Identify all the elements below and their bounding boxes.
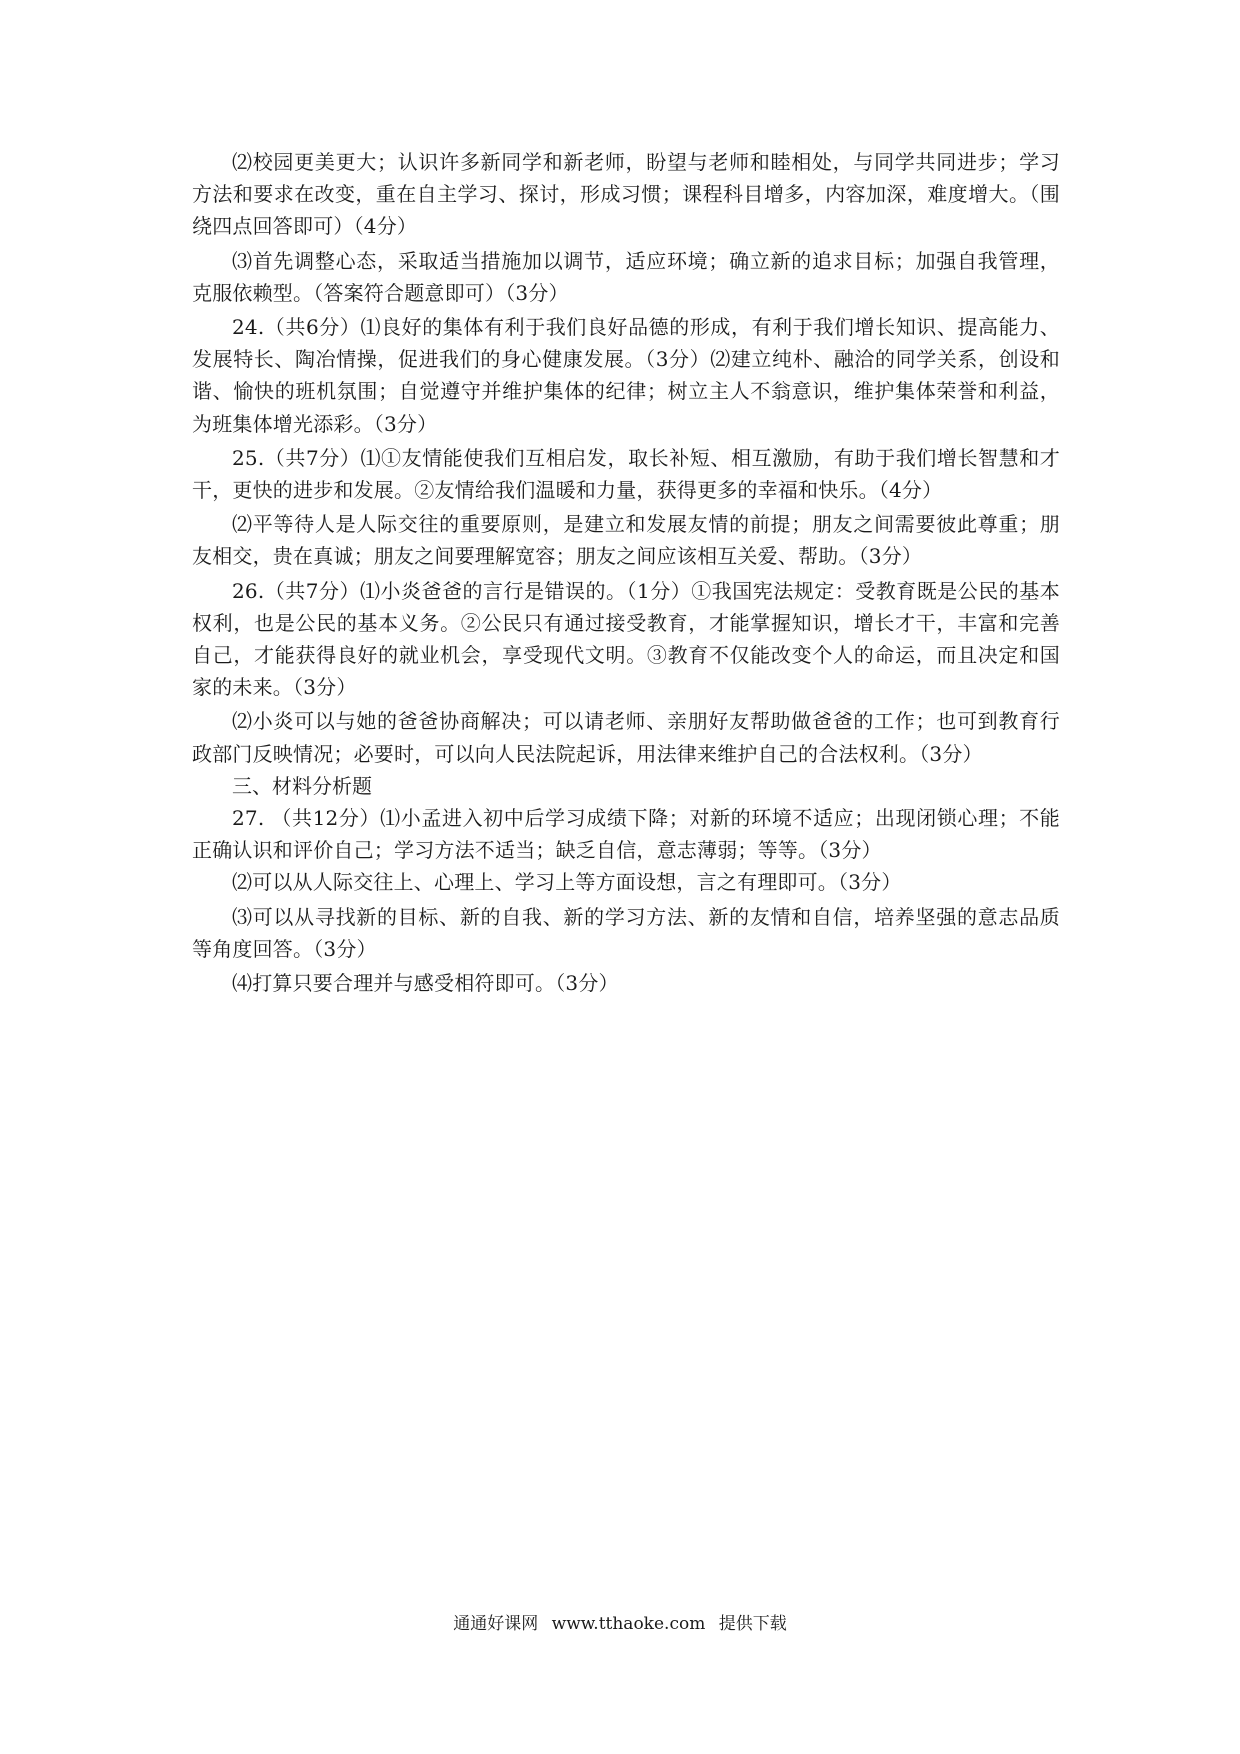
answer-paragraph: ⑶首先调整心态，采取适当措施加以调节，适应环境；确立新的追求目标；加强自我管理，克服依赖型。（答案符合题意即可）（3分）	[192, 248, 1060, 305]
footer-suffix: 提供下载	[718, 1614, 787, 1634]
answer-paragraph: 27. （共12分）⑴小孟进入初中后学习成绩下降；对新的环境不适应；出现闭锁心理；不能正确认识和评价自己；学习方法不适当；缺乏自信，意志薄弱；等等。（3分）	[192, 806, 1060, 863]
answer-paragraph: ⑵可以从人际交往上、心理上、学习上等方面设想，言之有理即可。（3分）	[232, 870, 902, 895]
answer-paragraph: ⑵平等待人是人际交往的重要原则，是建立和发展友情的前提；朋友之间需要彼此尊重；朋友相交，贵在真诚；朋友之间要理解宽容；朋友之间应该相互关爱、帮助。（3分）	[192, 512, 1060, 569]
answer-paragraph: ⑵小炎可以与她的爸爸协商解决；可以请老师、亲朋好友帮助做爸爸的工作；也可到教育行政部门反映情况；必要时，可以向人民法院起诉，用法律来维护自己的合法权利。（3分）	[192, 709, 1060, 766]
answer-paragraph: ⑷打算只要合理并与感受相符即可。（3分）	[232, 971, 619, 996]
answer-paragraph: ⑵校园更美更大；认识许多新同学和新老师，盼望与老师和睦相处，与同学共同进步；学习方法和要求在改变，重在自主学习、探讨，形成习惯；课程科目增多，内容加深，难度增大。（围绕四点回答即可）（4分）	[192, 150, 1060, 239]
answer-paragraph: 25.（共7分）⑴①友情能使我们互相启发，取长补短、相互激励，有助于我们增长智慧和才干，更快的进步和发展。②友情给我们温暖和力量，获得更多的幸福和快乐。（4分）	[192, 445, 1060, 503]
answer-paragraph: ⑶可以从寻找新的目标、新的自我、新的学习方法、新的友情和自信，培养坚强的意志品质等角度回答。（3分）	[192, 904, 1060, 961]
answer-key-content	[192, 146, 1060, 999]
footer-site-name: 通通好课网	[453, 1614, 539, 1634]
section-heading: 三、材料分析题	[232, 773, 372, 798]
answer-paragraph: 26.（共7分）⑴小炎爸爸的言行是错误的。（1分）①我国宪法规定：受教育既是公民的基本权利，也是公民的基本义务。②公民只有通过接受教育，才能掌握知识，增长才干，丰富和完善自己，才能获得良好的就业机会，享受现代文明。③教育不仅能改变个人的命运，而且决定和国家的未来。（3分）	[192, 578, 1060, 700]
page-footer	[0, 1612, 1240, 1636]
footer-url[interactable]: www.tthaoke.com	[551, 1614, 706, 1634]
answer-paragraph: 24.（共6分）⑴良好的集体有利于我们良好品德的形成，有利于我们增长知识、提高能力、发展特长、陶冶情操，促进我们的身心健康发展。（3分）⑵建立纯朴、融洽的同学关系，创设和谐、愉快的班机氛围；自觉遵守并维护集体的纪律；树立主人不翁意识，维护集体荣誉和利益，为班集体增光添彩。（3分）	[192, 315, 1060, 436]
